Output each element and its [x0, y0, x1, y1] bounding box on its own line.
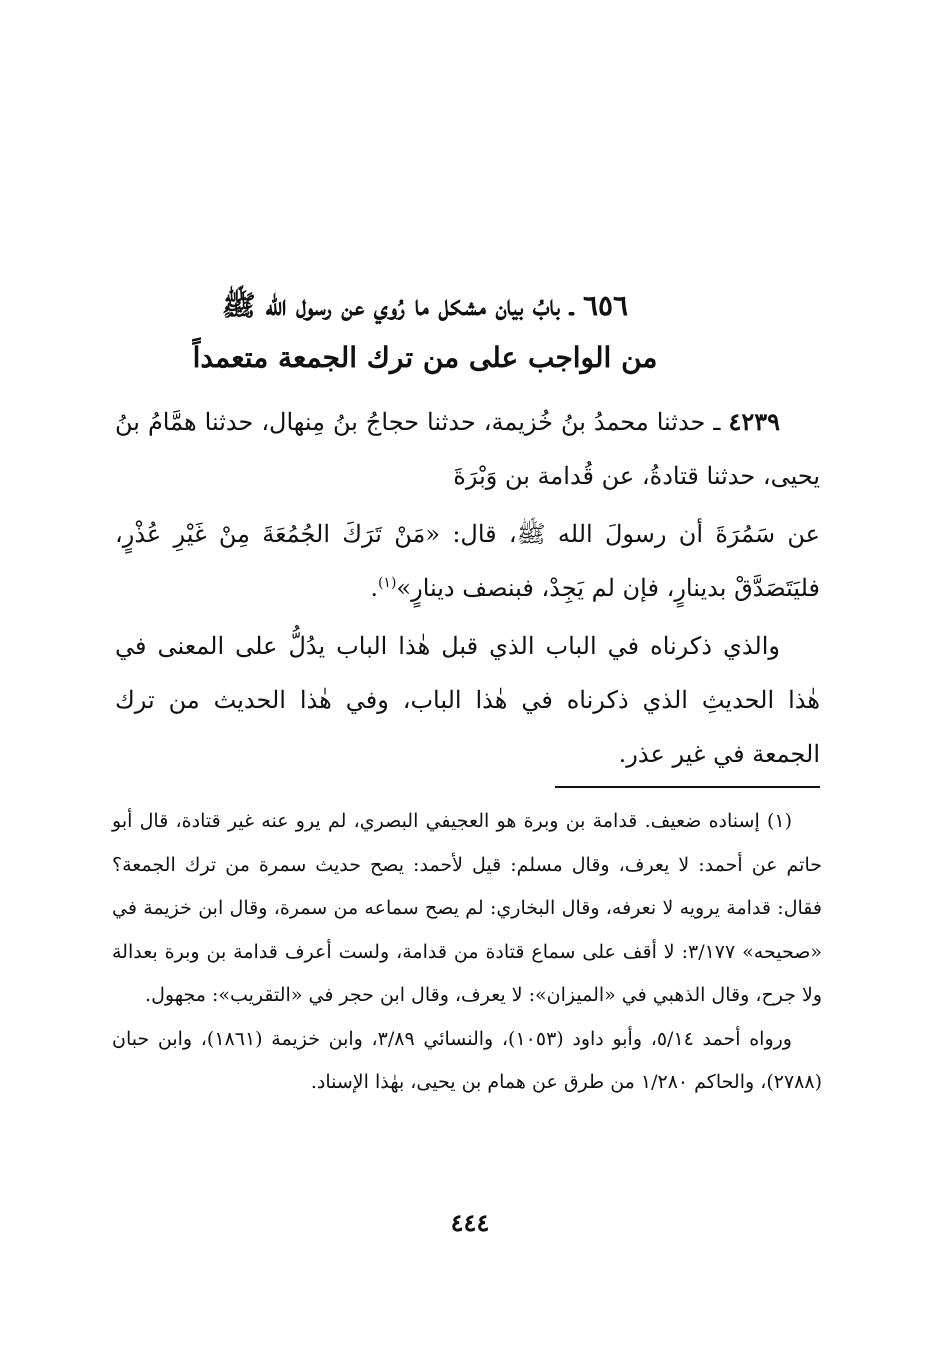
hadith-number: ٤٢٣٩ [728, 407, 780, 436]
footnote-reference: (١) [377, 575, 397, 591]
isnad-text: ـ حدثنا محمدُ بنُ خُزيمة، حدثنا حجاجُ بنُ مِنهال، حدثنا همَّامُ بنُ يحيى، حدثنا قتادةُ، عن قُدامة بن وَبْرَةَ [115, 408, 820, 490]
main-text [115, 395, 820, 785]
chapter-heading [110, 280, 740, 384]
footnotes [112, 800, 822, 1105]
matn-end: . [370, 574, 378, 602]
footnote-1-paragraph-2: ورواه أحمد ٥/١٤، وأبو داود (١٠٥٣)، والنسائي ٣/٨٩، وابن خزيمة (١٨٦١)، وابن حبان (٢٧٨٨)، والحاكم ١/٢٨٠ من طرق عن همام بن يحيى، بهٰذا الإسناد. [112, 1027, 822, 1093]
page-number: ٤٤٤ [450, 1208, 490, 1237]
matn-text: عن سَمُرَةَ أن رسولَ الله ﷺ، قال: «مَنْ تَرَكَ الجُمُعَةَ مِنْ غَيْرِ عُذْرٍ، فليَتَصَدَّقْ بدينارٍ، فإن لم يَجِدْ، فبنصف دينارٍ» [115, 520, 820, 602]
chapter-title-line-2: من الواجب على من ترك الجمعة متعمداً [192, 341, 658, 374]
hadith-matn [115, 507, 820, 615]
footnote-1-paragraph-1: (١) إسناده ضعيف. قدامة بن وبرة هو العجيفي البصري، لم يرو عنه غير قتادة، قال أبو حاتم عن أحمد: لا يعرف، وقال مسلم: قيل لأحمد: يصح حديث سمرة من ترك الجمعة؟ فقال: قدامة يرويه لا نعرفه، وقال البخاري: لم يصح سماعه من سمرة، وقال ابن خزيمة في «صحيحه» ٣/١٧٧: لا أقف على سماع قتادة من قدامة، ولست أعرف قدامة بن وبرة بعدالة ولا جرح، وقال الذهبي في «الميزان»: لا يعرف، وقال ابن حجر في «التقريب»: مجهول. [112, 810, 822, 1006]
footnote-separator [555, 786, 820, 788]
commentary-paragraph: والذي ذكرناه في الباب الذي قبل هٰذا الباب يدُلُّ على المعنى في هٰذا الحديثِ الذي ذكرناه في هٰذا الباب، وفي هٰذا الحديث من ترك الجمعة في غير عذر. [115, 632, 820, 768]
hadith-isnad [115, 395, 820, 503]
chapter-title-line-1: ٦٥٦ ـ بابُ بيان مشكل ما رُوي عن رسول الله ﷺ [221, 289, 629, 322]
